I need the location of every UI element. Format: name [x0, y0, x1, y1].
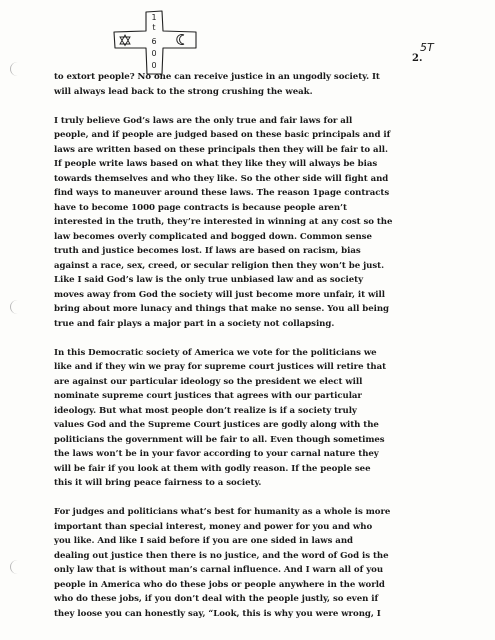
cross-letter: 6: [151, 37, 157, 46]
body-text: [54, 70, 454, 636]
punch-hole-mark: [10, 300, 25, 314]
cross-letter: 1: [151, 13, 157, 22]
hand-drawn-cross-emblem: [110, 10, 202, 76]
paragraph: to extort people? No one can receive justice in an ungodly society. It will always lead back to the strong crushing the weak.: [54, 72, 380, 97]
handwritten-page-number: 5T: [420, 41, 434, 54]
star-of-david-icon: [120, 35, 130, 46]
paragraph: In this Democratic society of America we vote for the politicians we like and if they win we pray for supreme court justices will retire that are against our particular ideology so the president we elect will nominate supreme court justices that agrees with our particular ideology. But what most people don’t realize is if a society truly values God and the Supreme Court justices are godly along with the politicians the government will be fair to all. Even though sometimes the laws won’t be in your favor according to your carnal nature they will be fair if you look at them with godly reason. If the people see this it will bring peace fairness to a society.: [54, 347, 387, 488]
paragraph: For judges and politicians what’s best for humanity as a whole is more important than special interest, money and power for you and who you like. And like I said before if you are one sided in laws and dealing out justice then there is no justice, and the word of God is the only law that is without man’s carnal influence. And I warn all of you people in America who do these jobs or people anywhere in the world who do these jobs, if you don’t deal with the people justly, so even if they loose you can honestly say, “Look, this is why you were wrong, I: [54, 507, 391, 619]
crescent-icon: [177, 35, 184, 45]
page-number: 2.: [412, 53, 423, 64]
cross-letter: t: [152, 23, 156, 32]
cross-letter: 0: [151, 61, 157, 70]
punch-hole-mark: [10, 62, 25, 76]
cross-letter: 0: [151, 49, 157, 58]
paragraph: I truly believe God’s laws are the only true and fair laws for all people, and if people are judged based on these basic principals and if laws are written based on these principals then they will be fair to all. If people write laws based on what they like they will always be bias towards themselves and who they like. So the other side will fight and find ways to maneuver around these laws. The reason 1page contracts have to become 1000 page contracts is because people aren’t interested in the truth, they’re interested in winning at any cost so the law becomes overly complicated and bogged down. Common sense truth and justice becomes lost. If laws are based on racism, bias against a race, sex, creed, or secular religion then they won’t be just. Like I said God’s law is the only true unbiased law and as society moves away from God the society will just become more unfair, it will bring about more lunacy and things that make no sense. You all being true and fair plays a major part in a society not collapsing.: [54, 115, 393, 329]
punch-hole-mark: [10, 560, 25, 574]
